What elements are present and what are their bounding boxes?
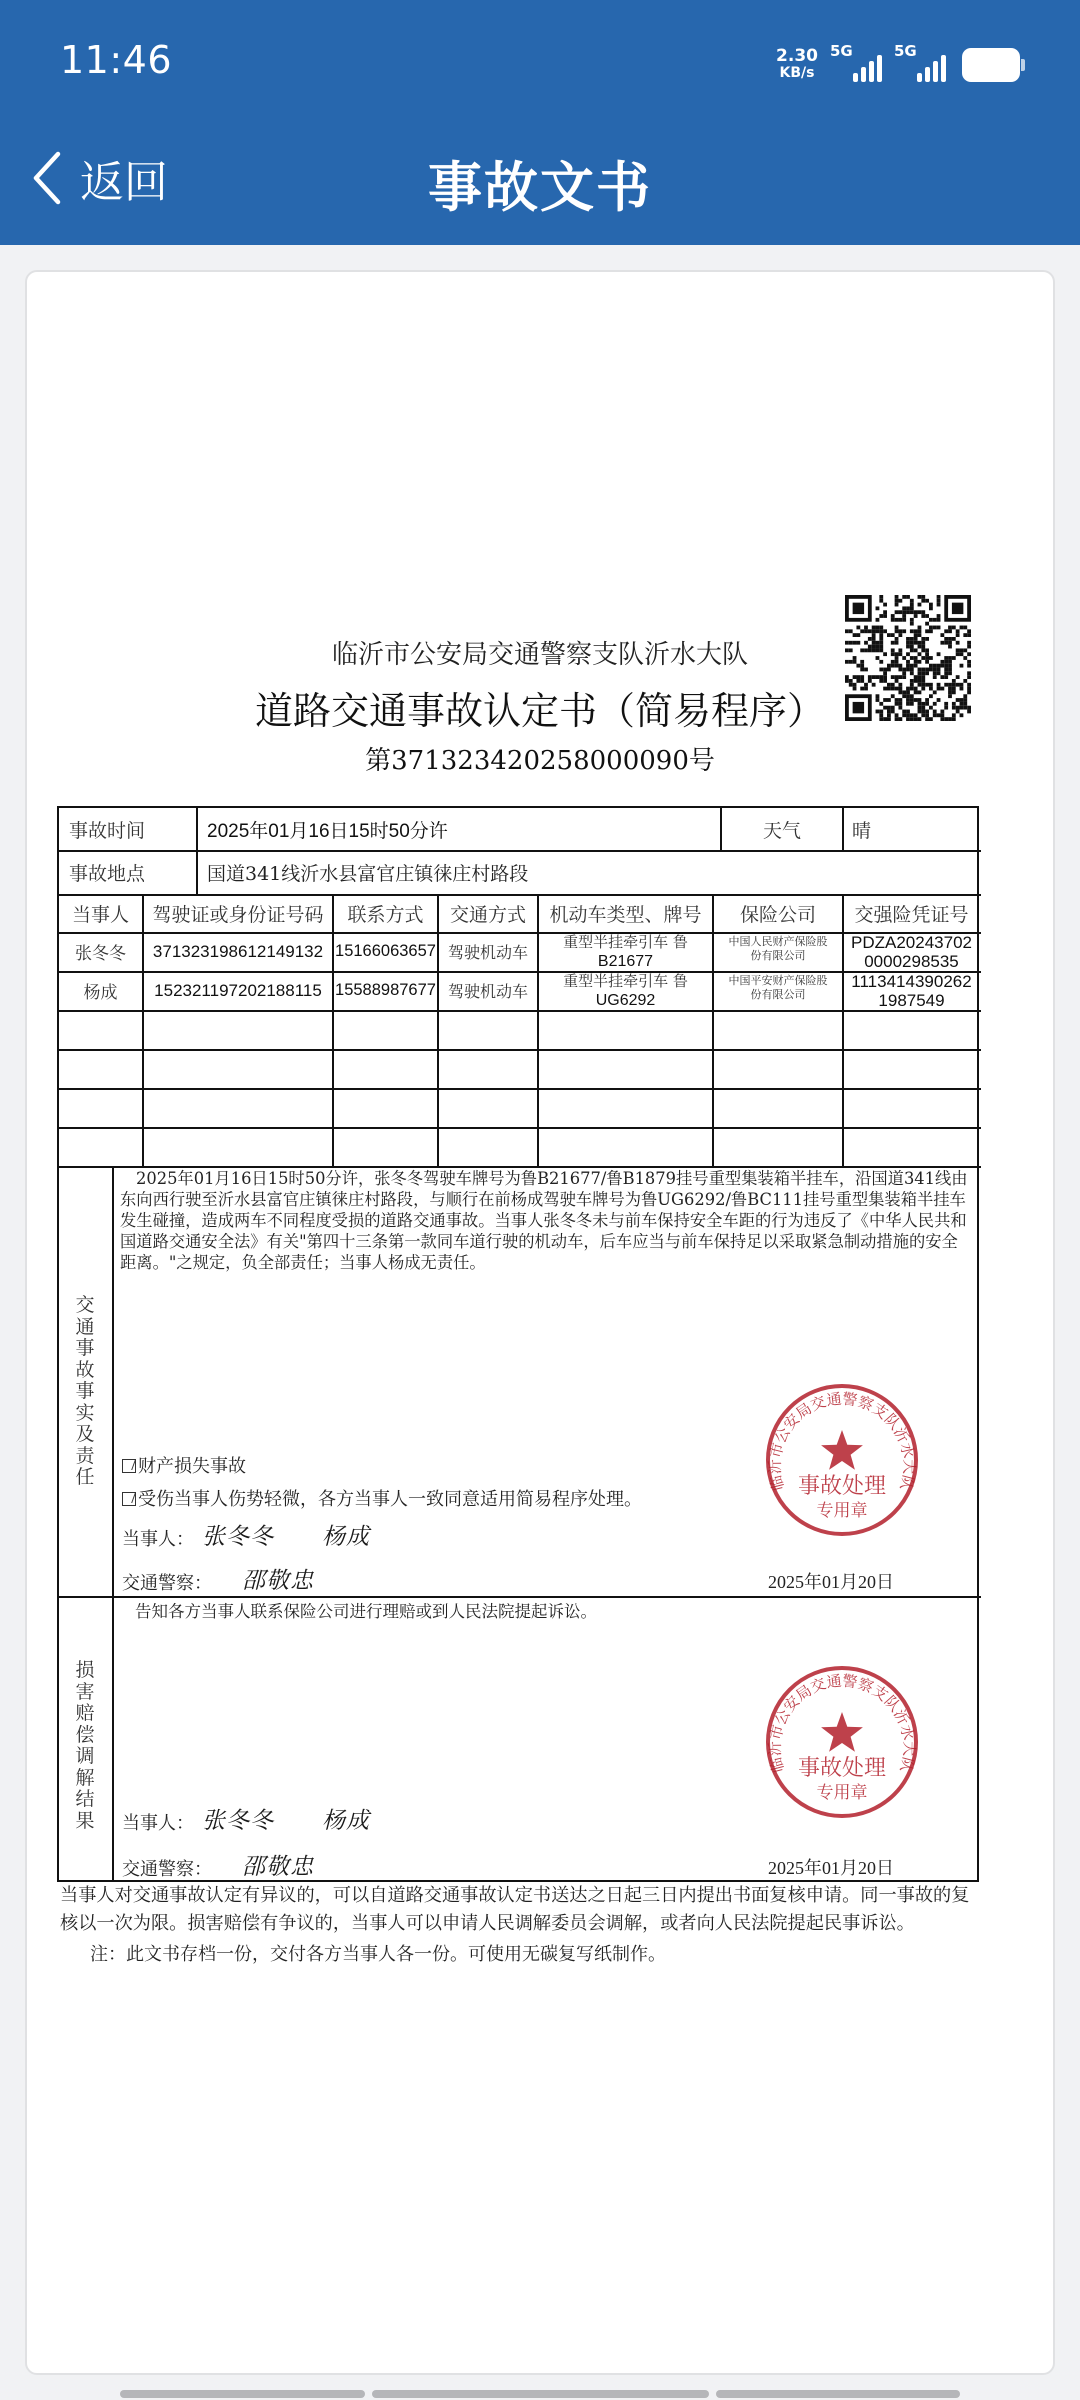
seal-star	[821, 1430, 863, 1470]
compensation-section-label: 损 害 赔 偿 调 解 结 果	[75, 1659, 95, 1832]
col-header-vehicle: 机动车类型、牌号	[549, 903, 702, 926]
party-phone: 15588987677	[335, 981, 436, 999]
issuing-authority: 临沂市公安局交通警察支队沂水大队	[331, 640, 748, 670]
network-speed: 2.30 KB/s	[776, 46, 818, 81]
col-header-id: 驾驶证或身份证号码	[152, 903, 324, 926]
appeal-notice: 当事人对交通事故认定有异议的，可以自道路交通事故认定书送达之日起三日内提出书面复核申请。同一事故的复核以一次为限。损害赔偿有争议的，当事人可以申请人民调解委员会调解，或者向人民法院提起民事诉讼。	[60, 1885, 970, 1934]
accident-time-value: 2025年01月16日15时50分许	[207, 820, 448, 842]
signal-icon-sim1: 5G	[830, 42, 882, 82]
qr-code-icon[interactable]	[845, 595, 971, 721]
official-seal-icon	[762, 1662, 922, 1822]
check-property-loss: 财产损失事故	[122, 1452, 246, 1478]
seal-center-text: 专用章	[816, 1783, 868, 1803]
col-header-contact: 联系方式	[347, 903, 424, 926]
document-number: 第371323420258000090号	[365, 746, 715, 776]
officer-signature-line: 交通警察： 邵敬忠	[122, 1562, 314, 1595]
col-header-insurer: 保险公司	[739, 903, 816, 926]
party-id-number: 371323198612149132	[152, 941, 324, 961]
signal-icon-sim2: 5G	[894, 42, 946, 82]
seal-star	[821, 1712, 863, 1752]
page-indicator-segment[interactable]	[120, 2390, 365, 2398]
party-insurer: 中国平安财产保险股 份有限公司	[728, 974, 828, 1001]
party-id-number: 152321197202188115	[154, 980, 322, 1000]
page-indicator-segment[interactable]	[716, 2390, 960, 2398]
compensation-text: 告知各方当事人联系保险公司进行理赔或到人民法院提起诉讼。	[135, 1602, 597, 1621]
party-insurer: 中国人民财产保险股 份有限公司	[728, 935, 828, 962]
page-indicator-segment[interactable]	[372, 2390, 709, 2398]
footer-note: 注：此文书存档一份，交付各方当事人各一份。可使用无碳复写纸制作。	[90, 1944, 666, 1965]
document-title: 道路交通事故认定书（简易程序）	[254, 689, 825, 733]
facts-narrative: 2025年01月16日15时50分许，张冬冬驾驶车牌号为鲁B21677/鲁B1879挂号重型集装箱半挂车，沿国道341线由东向西行驶至沂水县富官庄镇徕庄村路段，与顺行在前杨成驾驶车牌号为鲁UG6292/鲁BC111挂号重型集装箱半挂车发生碰撞，造成两车不同程度受损的道路交通事故。当事人张冬冬未与前车保持安全车距的行为违反了《中华人民共和国道路交通安全法》有关"第四十三条第一款同车道行驶的机动车，后车应当与前车保持足以采取紧急制动措施的安全距离。"之规定，负全部责任；当事人杨成无责任。	[120, 1169, 968, 1272]
officer-signature: 邵敬忠	[242, 1854, 314, 1880]
seal-arc-text: 临沂市公安局交通警察支队沂水大队	[765, 1389, 919, 1493]
seal-center-text: 事故处理	[797, 1756, 887, 1781]
col-header-party: 当事人	[71, 903, 129, 926]
party-phone: 15166063657	[335, 942, 436, 960]
party-signatures: 张冬冬 杨成	[202, 1808, 370, 1834]
party-vehicle: 重型半挂牵引车 鲁 UG6292	[563, 971, 688, 1009]
party-name: 张冬冬	[75, 944, 126, 964]
party-signature-line: 当事人： 张冬冬 杨成	[122, 1518, 370, 1551]
party-vehicle: 重型半挂牵引车 鲁 B21677	[563, 932, 688, 970]
party-policy: PDZA20243702 0000298535	[851, 932, 972, 971]
location-label: 事故地点	[69, 862, 146, 885]
party-signatures: 张冬冬 杨成	[202, 1524, 370, 1550]
seal-center-text: 事故处理	[797, 1474, 887, 1499]
compensation-date: 2025年01月20日	[768, 1858, 894, 1878]
weather-label: 天气	[762, 819, 801, 842]
facts-date: 2025年01月20日	[768, 1572, 894, 1592]
officer-signature: 邵敬忠	[242, 1568, 314, 1594]
party-policy: 1113414390262 1987549	[851, 971, 972, 1010]
facts-section-label: 交 通 事 故 事 实 及 责 任	[75, 1294, 95, 1488]
status-time: 11:46	[60, 38, 173, 82]
location-value: 国道341线沂水县富官庄镇徕庄村路段	[207, 862, 529, 885]
weather-value: 晴	[852, 819, 872, 842]
checkbox-checked-icon	[122, 1459, 136, 1473]
seal-arc-text: 临沂市公安局交通警察支队沂水大队	[765, 1671, 919, 1775]
col-header-transport: 交通方式	[449, 903, 526, 926]
col-header-policy: 交强险凭证号	[854, 903, 969, 926]
official-seal-icon	[762, 1380, 922, 1540]
party-signature-line-2: 当事人： 张冬冬 杨成	[122, 1802, 370, 1835]
check-minor-injury: 受伤当事人伤势轻微，各方当事人一致同意适用简易程序处理。	[122, 1485, 642, 1511]
party-name: 杨成	[83, 983, 118, 1003]
page-title: 事故文书	[428, 156, 652, 219]
party-transport: 驾驶机动车	[447, 943, 528, 962]
officer-signature-line-2: 交通警察： 邵敬忠	[122, 1848, 314, 1881]
back-label: 返回	[80, 157, 168, 208]
accident-time-label: 事故时间	[69, 819, 146, 842]
party-transport: 驾驶机动车	[447, 982, 528, 1001]
checkbox-checked-icon	[122, 1492, 136, 1506]
seal-center-text: 专用章	[816, 1501, 868, 1521]
